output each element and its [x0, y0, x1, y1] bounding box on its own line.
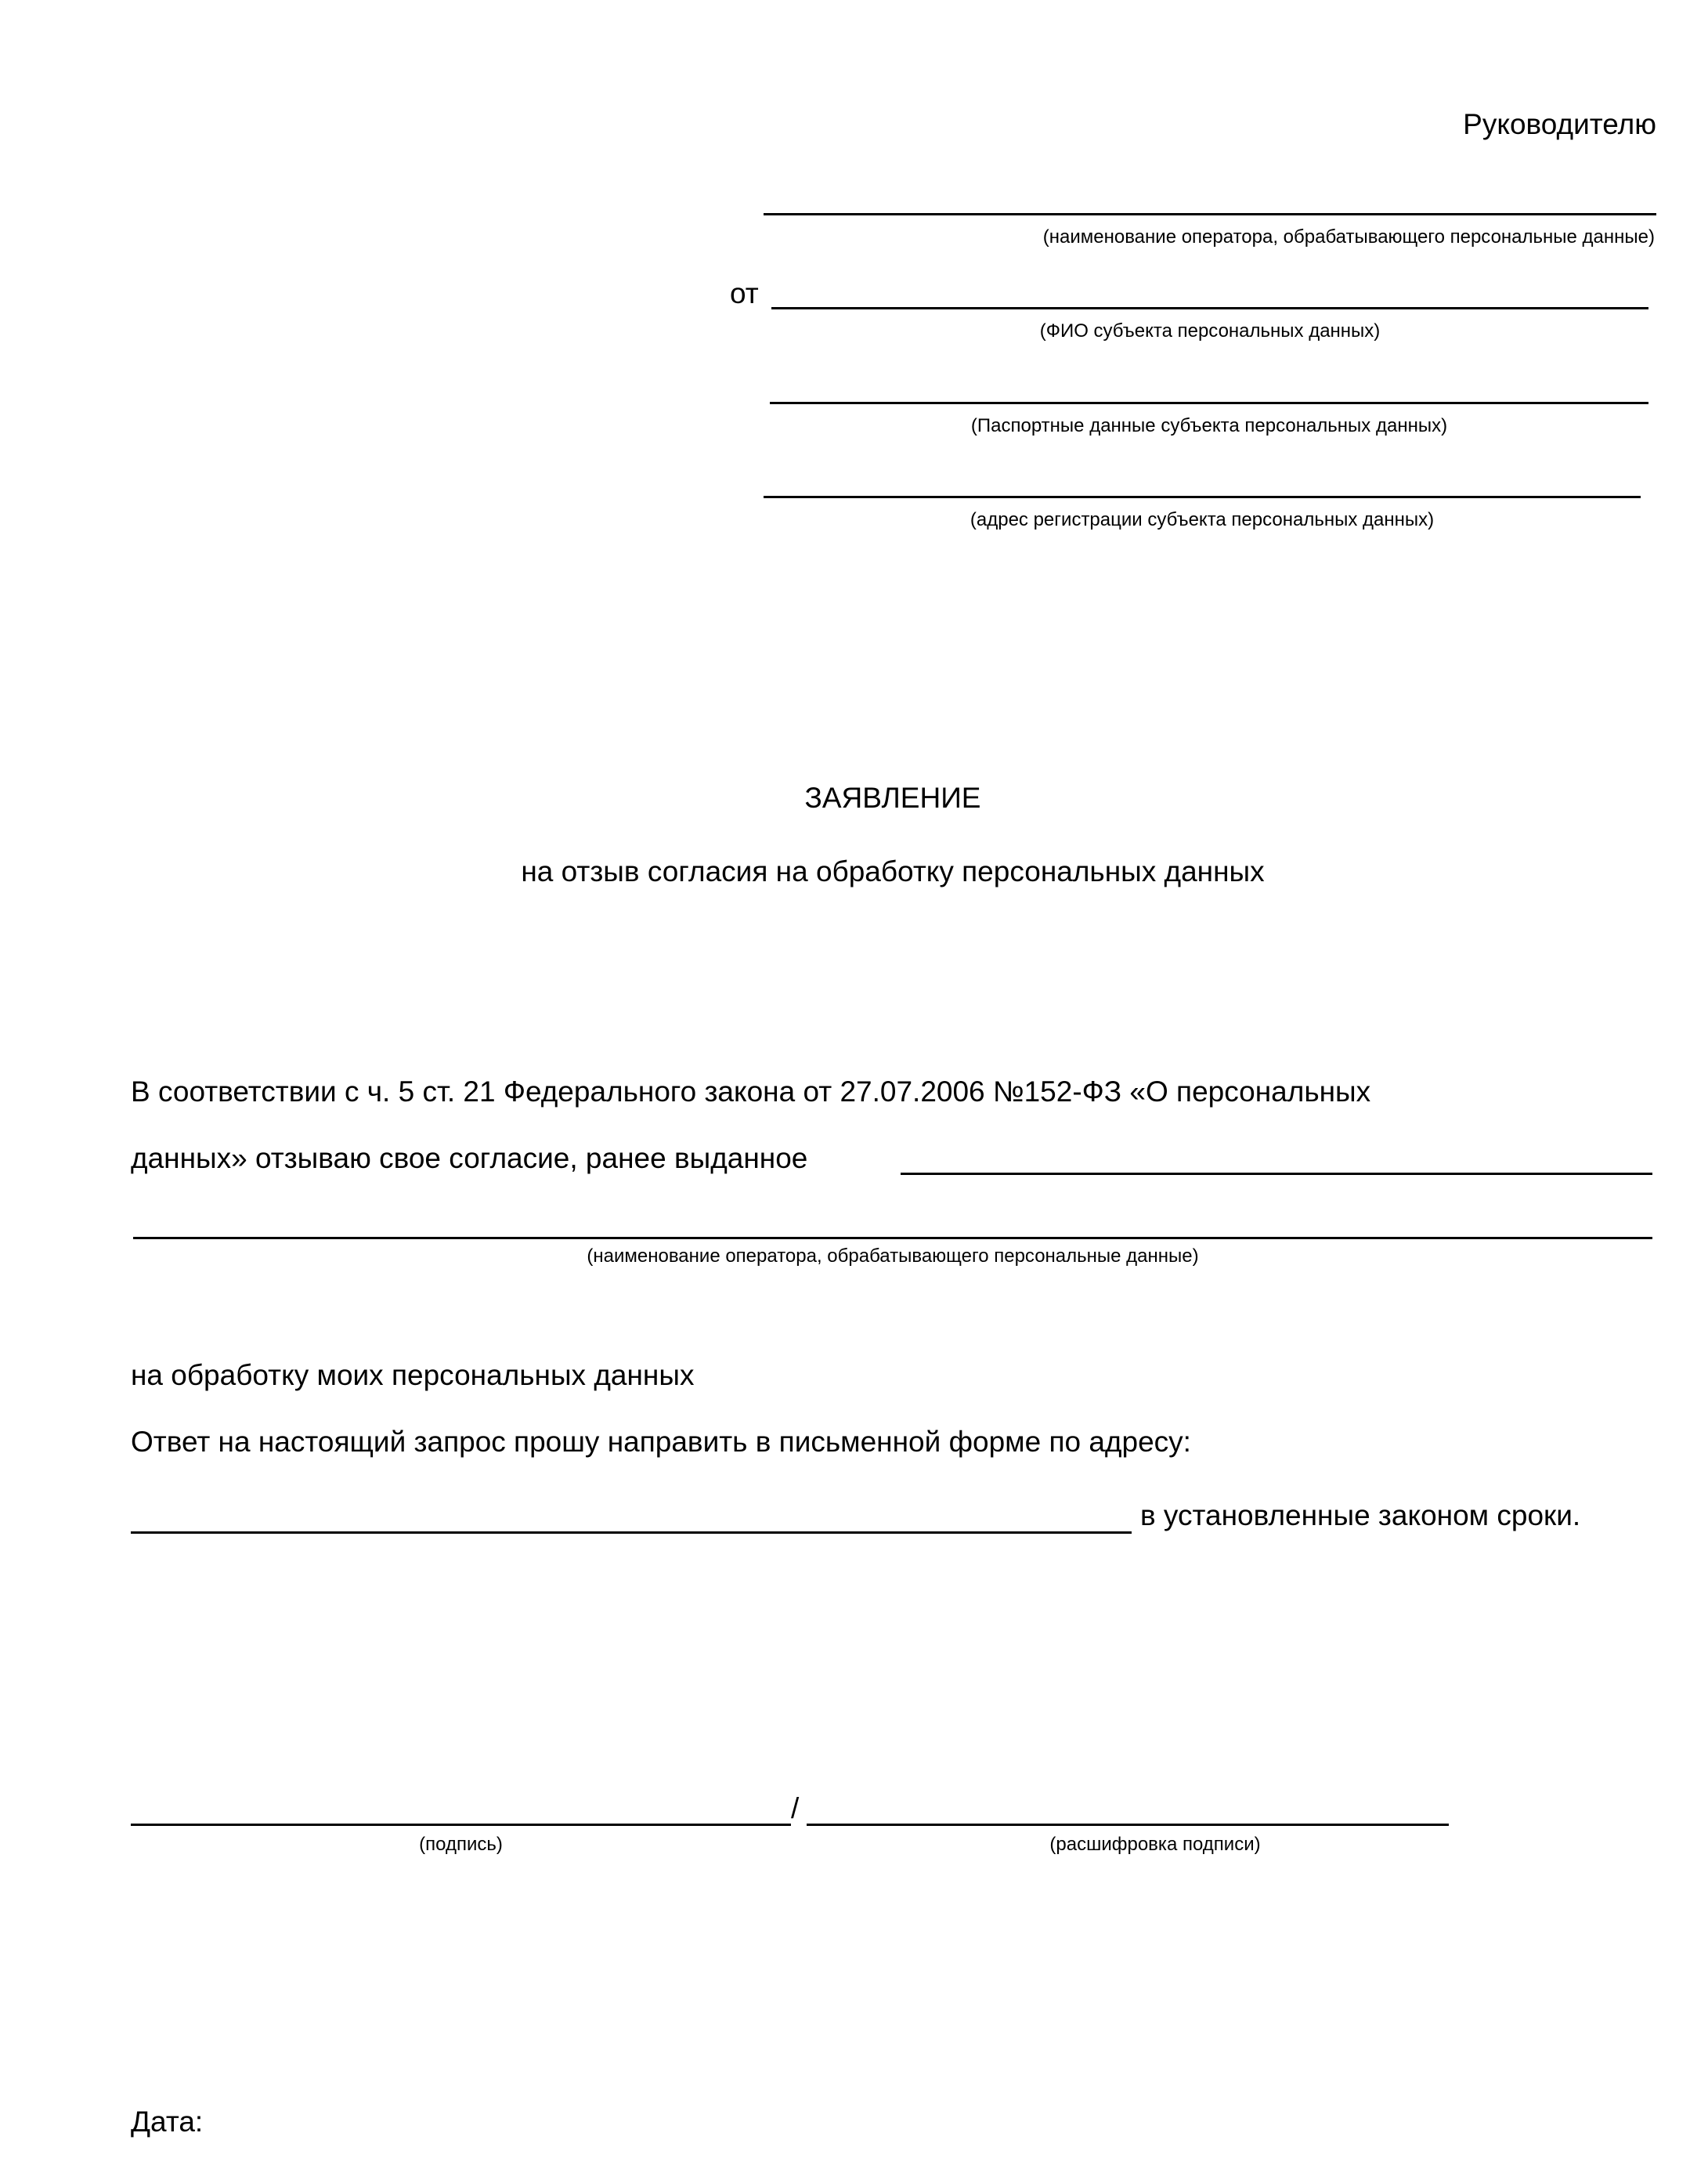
signature-line[interactable]: [131, 1824, 791, 1826]
passport-caption: (Паспортные данные субъекта персональных данных): [970, 415, 1448, 436]
signature-caption: (подпись): [419, 1834, 503, 1855]
body-line-3: на обработку моих персональных данных: [131, 1359, 695, 1391]
operator-full-line[interactable]: [133, 1237, 1652, 1239]
operator-name-caption: (наименование оператора, обрабатывающего персональные данные): [1042, 226, 1655, 248]
signature-decoding-line[interactable]: [807, 1824, 1449, 1826]
signature-separator: /: [791, 1792, 800, 1824]
body-line-5: в установленные законом сроки.: [1140, 1499, 1581, 1531]
fio-caption: (ФИО субъекта персональных данных): [1039, 320, 1381, 342]
body-line-1: В соответствии с ч. 5 ст. 21 Федерального закона от 27.07.2006 №152-ФЗ «О персональных: [131, 1075, 1371, 1108]
address-caption: (адрес регистрации субъекта персональных данных): [970, 509, 1435, 530]
document-title: ЗАЯВЛЕНИЕ: [804, 782, 981, 814]
body-line-2: данных» отзываю свое согласие, ранее выданное: [131, 1142, 808, 1174]
body-line-4: Ответ на настоящий запрос прошу направить в письменной форме по адресу:: [131, 1426, 1191, 1458]
body-operator-caption: (наименование оператора, обрабатывающего персональные данные): [587, 1245, 1199, 1267]
passport-line[interactable]: [770, 402, 1648, 404]
operator-issued-line[interactable]: [901, 1173, 1652, 1175]
reply-address-line[interactable]: [131, 1531, 1132, 1534]
signature-decoding-caption: (расшифровка подписи): [1049, 1834, 1261, 1855]
document-subtitle: на отзыв согласия на обработку персональных данных: [521, 855, 1265, 887]
date-label: Дата:: [131, 2106, 204, 2138]
from-label: от: [730, 277, 759, 309]
fio-line[interactable]: [771, 307, 1648, 309]
address-line[interactable]: [764, 496, 1641, 498]
operator-name-line[interactable]: [764, 213, 1656, 215]
addressee: Руководителю: [1463, 108, 1656, 140]
